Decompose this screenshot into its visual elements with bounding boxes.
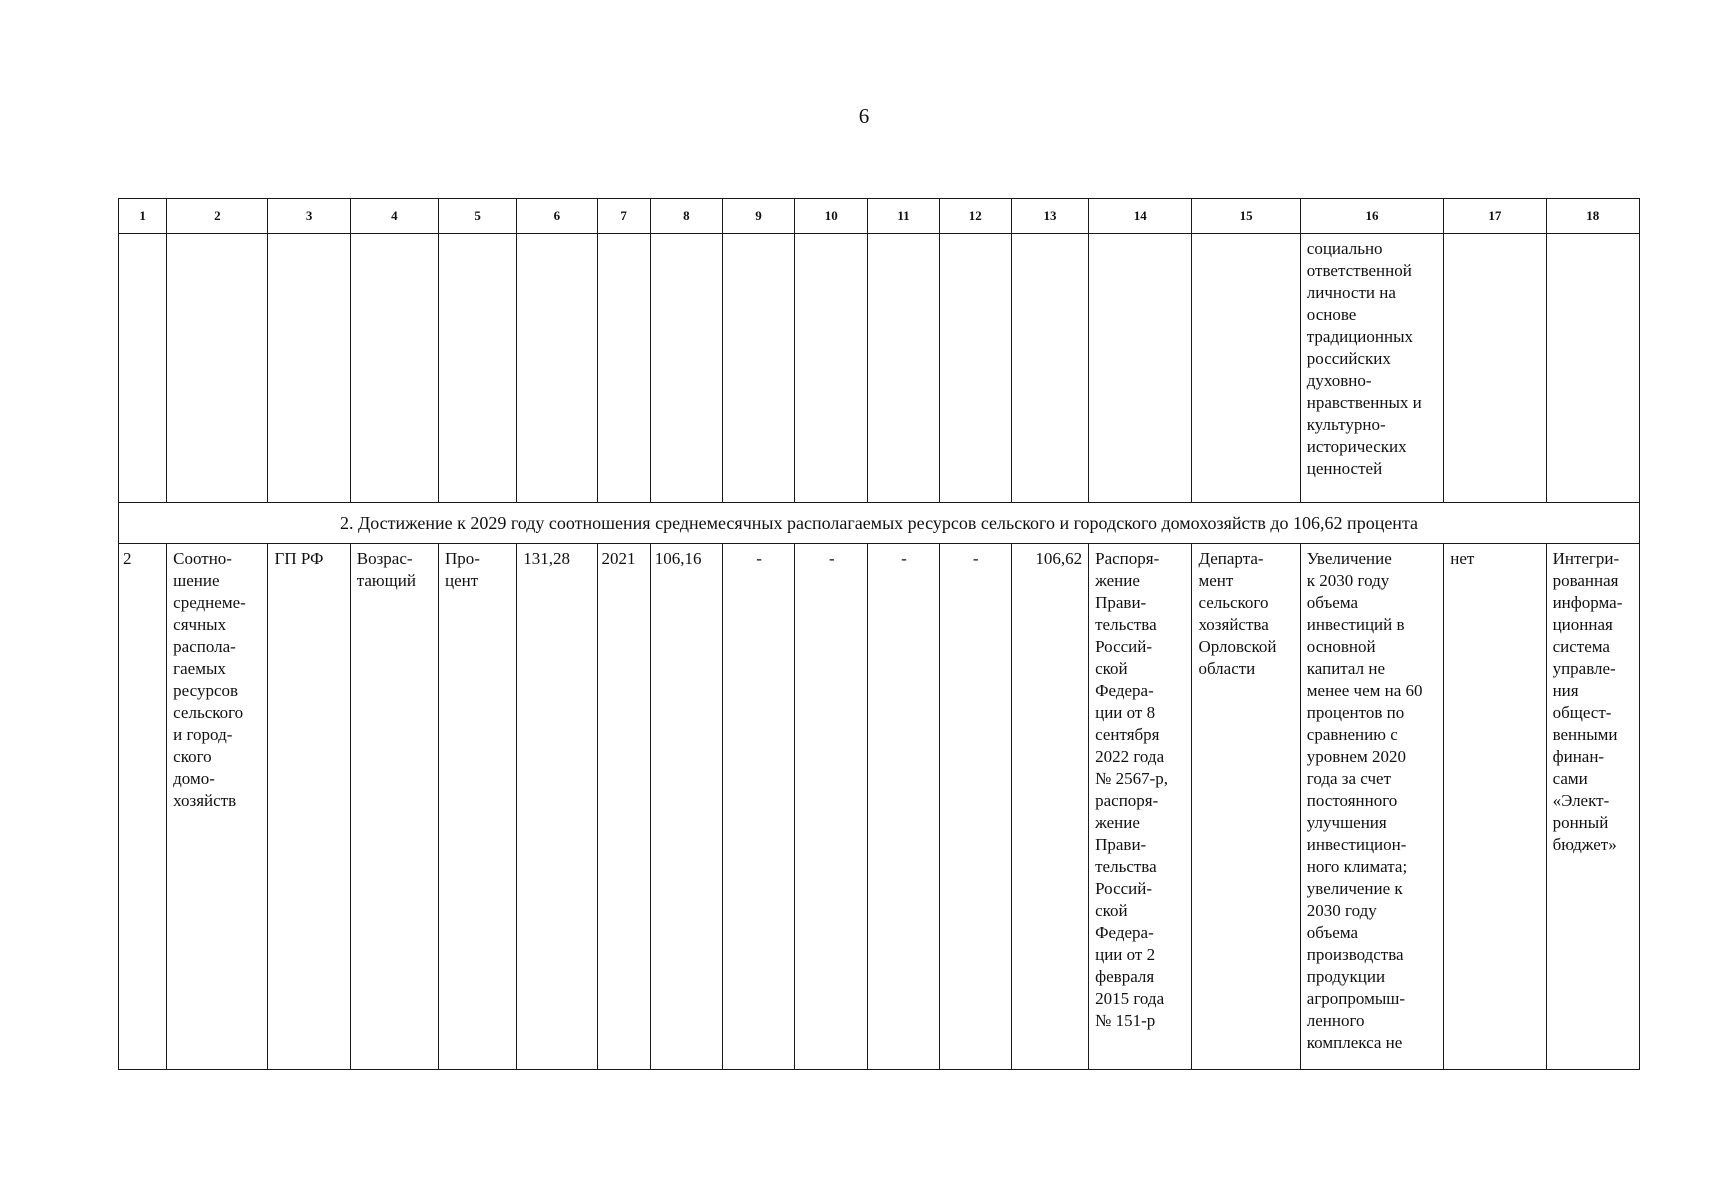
empty-cell: [868, 234, 939, 503]
indicator-name: Соотно- шение среднеме- сячных распола- гаемых ресурсов сельского и город- ского домо- хозяйств: [173, 549, 246, 810]
trend: Возрас- тающий: [356, 549, 416, 590]
column-number: 5: [439, 199, 517, 234]
target-value: 106,62: [1035, 549, 1083, 568]
empty-cell: [517, 234, 597, 503]
empty-cell: [597, 234, 650, 503]
column-number: 17: [1444, 199, 1546, 234]
responsible-cell: [1192, 544, 1300, 1070]
flag-cell: [1444, 544, 1546, 1070]
column-number: 3: [268, 199, 350, 234]
column-number: 14: [1089, 199, 1192, 234]
empty-cell: [1444, 234, 1546, 503]
column-number: 10: [795, 199, 868, 234]
base-value-cell: [517, 544, 597, 1070]
indicators-table: [118, 198, 1640, 1070]
empty-cell: [1011, 234, 1088, 503]
value-cell: [795, 544, 868, 1070]
indicator-level: ГП РФ: [274, 549, 324, 568]
page-number: 6: [858, 104, 870, 128]
value-cell: [650, 544, 722, 1070]
empty-cell: [1546, 234, 1639, 503]
empty-cell: [722, 234, 794, 503]
expected-result: Увеличение к 2030 году объема инвестиций в основной капитал не менее чем на 60 процентов по сравнению с уровнем 2020 года за счет постоянного улучшения инвестицион- ного климата; увеличение к 2030 году объема производства продукции агропромыш- ленного комплекса не: [1306, 549, 1423, 1052]
document-cell: [1089, 544, 1192, 1070]
empty-cell: [650, 234, 722, 503]
trend-cell: [350, 544, 438, 1070]
indicator-name-cell: [167, 544, 268, 1070]
continuation-expected-result-text: социально ответственной личности на основе традиционных российских духовно- нравственных и культурно- исторических ценностей: [1306, 239, 1422, 478]
column-number: 13: [1011, 199, 1088, 234]
base-year: 2021: [601, 549, 636, 568]
value-col12: -: [972, 549, 979, 568]
empty-cell: [939, 234, 1011, 503]
expected-result-cell: [1300, 544, 1443, 1070]
column-number: 8: [650, 199, 722, 234]
row-number: 2: [123, 549, 132, 568]
unit-cell: [439, 544, 517, 1070]
target-value-cell: [1011, 544, 1088, 1070]
column-number: 7: [597, 199, 650, 234]
column-number: 1: [119, 199, 167, 234]
empty-cell: [439, 234, 517, 503]
value-col9: -: [756, 549, 762, 568]
section-row: [119, 503, 1640, 544]
empty-cell: [167, 234, 268, 503]
value-col10: -: [828, 549, 835, 568]
flag: нет: [1450, 549, 1475, 568]
column-number: 6: [517, 199, 597, 234]
value-cell: [939, 544, 1011, 1070]
base-year-cell: [597, 544, 650, 1070]
column-number: 2: [167, 199, 268, 234]
continuation-expected-result-cell: [1300, 234, 1443, 503]
column-number: 9: [722, 199, 794, 234]
indicator-level-cell: [268, 544, 350, 1070]
column-number: 16: [1300, 199, 1443, 234]
empty-cell: [119, 234, 167, 503]
indicator-row: [119, 544, 1640, 1070]
value-col11: -: [901, 549, 907, 568]
info-system-cell: [1546, 544, 1639, 1070]
column-number: 12: [939, 199, 1011, 234]
unit: Про- цент: [445, 549, 480, 590]
empty-cell: [1089, 234, 1192, 503]
document-reference: Распоря- жение Прави- тельства Россий- ской Федера- ции от 8 сентября 2022 года № 2567-р, распоря- жение Прави- тельства Россий- ской Федера- ции от 2 февраля 2015 года № 151-р: [1095, 549, 1168, 1030]
base-value: 131,28: [523, 549, 571, 568]
responsible: Департа- мент сельского хозяйства Орловской области: [1198, 549, 1277, 678]
column-number: 18: [1546, 199, 1639, 234]
column-number: 4: [350, 199, 438, 234]
empty-cell: [350, 234, 438, 503]
section-title: 2. Достижение к 2029 году соотношения среднемесячных располагаемых ресурсов сельского и городского домохозяйств до 106,62 процента: [119, 503, 1640, 544]
empty-cell: [268, 234, 350, 503]
column-number: 11: [868, 199, 939, 234]
continuation-row: [119, 234, 1640, 503]
row-number-cell: [119, 544, 167, 1070]
column-number: 15: [1192, 199, 1300, 234]
empty-cell: [795, 234, 868, 503]
column-number-row: [119, 199, 1640, 234]
value-cell: [868, 544, 939, 1070]
info-system: Интегри- рованная информа- ционная система управле- ния общест- венными финан- сами «Элект- ронный бюджет»: [1552, 549, 1623, 854]
value-cell: [722, 544, 794, 1070]
value-col8: 106,16: [654, 549, 702, 568]
empty-cell: [1192, 234, 1300, 503]
